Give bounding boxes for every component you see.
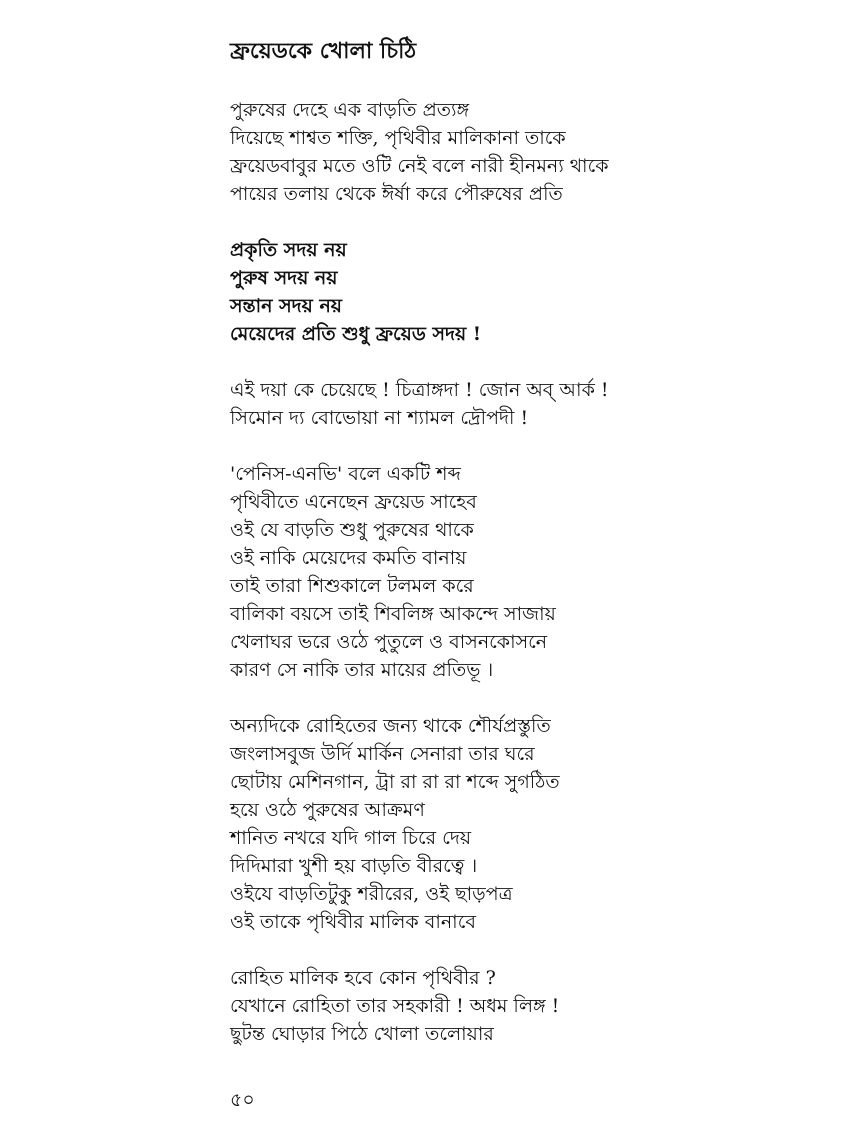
poem-line: পৃথিবীতে এনেছেন ফ্রয়েড সাহেব <box>230 491 477 513</box>
poem-line: ওই নাকি মেয়েদের কমতি বানায় <box>230 547 467 569</box>
poem-line: 'পেনিস-এনভি' বলে একটি শব্দ <box>230 463 461 485</box>
poem-line: সন্তান সদয় নয় <box>230 295 342 317</box>
poem-line: দিদিমারা খুশী হয় বাড়তি বীরত্বে । <box>230 855 478 877</box>
poem-line: হয়ে ওঠে পুরুষের আক্রমণ <box>230 799 425 821</box>
poem-line: মেয়েদের প্রতি শুধু ফ্রয়েড সদয় ! <box>230 323 482 345</box>
stanza-4 <box>230 460 830 684</box>
poem-line: প্রকৃতি সদয় নয় <box>230 239 347 261</box>
poem-line: জংলাসবুজ উর্দি মার্কিন সেনারা তার ঘরে <box>230 743 535 765</box>
stanza-2 <box>230 236 830 348</box>
poem-line: সিমোন দ্য বোভোয়া না শ্যামল দ্রৌপদী ! <box>230 407 529 429</box>
page-number: ৫০ <box>230 1089 255 1111</box>
poem-line: অন্যদিকে রোহিতের জন্য থাকে শৌর্যপ্রস্তুতি <box>230 715 551 737</box>
poem-line: ওই তাকে পৃথিবীর মালিক বানাবে <box>230 911 476 933</box>
poem-line: ওই যে বাড়তি শুধু পুরুষের থাকে <box>230 519 474 541</box>
poem-line: পুরুষ সদয় নয় <box>230 267 338 289</box>
stanza-1 <box>230 96 830 208</box>
poem-line: পুরুষের দেহে এক বাড়তি প্রত্যঙ্গ <box>230 99 470 121</box>
poem-line: পায়ের তলায় থেকে ঈর্ষা করে পৌরুষের প্রতি <box>230 183 563 205</box>
poem-title: ফ্রয়েডকে খোলা চিঠি <box>230 38 417 64</box>
poem-line: যেখানে রোহিতা তার সহকারী ! অধম লিঙ্গ ! <box>230 995 560 1017</box>
poem-line: তাই তারা শিশুকালে টলমল করে <box>230 575 474 597</box>
poem-line: দিয়েছে শাশ্বত শক্তি, পৃথিবীর মালিকানা তাকে <box>230 127 566 149</box>
poem-line: শানিত নখরে যদি গাল চিরে দেয় <box>230 827 472 849</box>
poem-line: রোহিত মালিক হবে কোন পৃথিবীর ? <box>230 967 496 989</box>
poem-line: এই দয়া কে চেয়েছে ! চিত্রাঙ্গদা ! জোন অব্ আর্ক ! <box>230 379 609 401</box>
poem-line: কারণ সে নাকি তার মায়ের প্রতিভূ । <box>230 659 494 681</box>
poem-line: ওইযে বাড়তিটুকু শরীরের, ওই ছাড়পত্র <box>230 883 513 905</box>
poem-line: খেলাঘর ভরে ওঠে পুতুলে ও বাসনকোসনে <box>230 631 548 653</box>
stanza-3 <box>230 376 830 432</box>
poem-line: ছোটায় মেশিনগান, ট্রা রা রা রা শব্দে সুগঠিত <box>230 771 560 793</box>
poem-page <box>230 36 830 1076</box>
stanza-5 <box>230 712 830 936</box>
poem-line: ছুটন্ত ঘোড়ার পিঠে খোলা তলোয়ার <box>230 1023 494 1045</box>
stanza-6 <box>230 964 830 1048</box>
poem-line: বালিকা বয়সে তাই শিবলিঙ্গ আকন্দে সাজায় <box>230 603 556 625</box>
poem-line: ফ্রয়েডবাবুর মতে ওটি নেই বলে নারী হীনমন্য থাকে <box>230 155 609 177</box>
